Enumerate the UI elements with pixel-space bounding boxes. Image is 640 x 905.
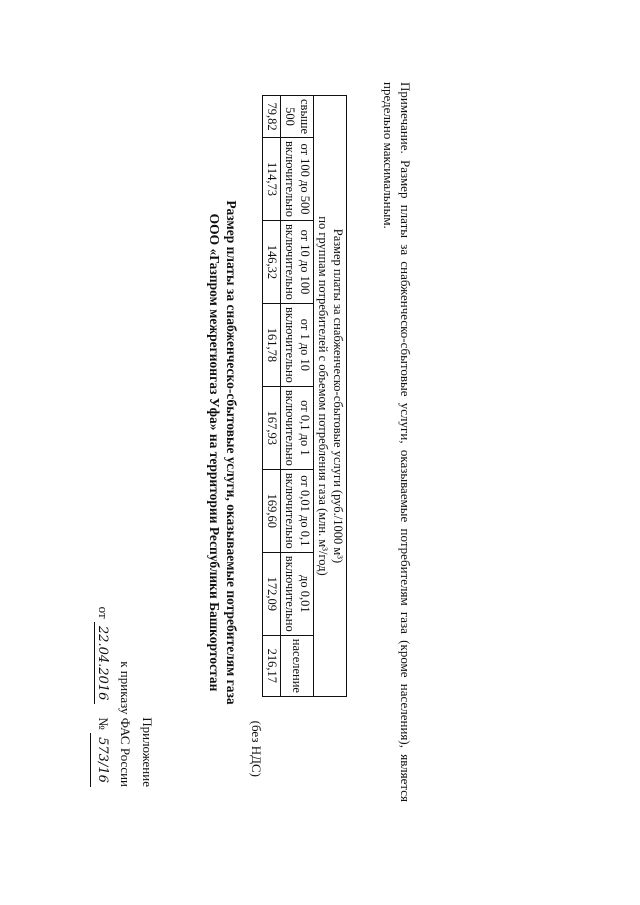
appendix-order-line: к приказу ФАС России [118,661,133,787]
column-header: от 10 до 100 включительно [281,220,314,303]
table-cell: 161,78 [263,303,281,386]
table-row [263,96,281,697]
column-header: от 0,01 до 0,1 включительно [281,469,314,552]
table-cell: 146,32 [263,220,281,303]
appendix-block [90,542,158,787]
table-cell: 167,93 [263,386,281,469]
number-prefix: № [96,717,111,730]
vat-note: (без НДС) [249,720,264,777]
appendix-title: Приложение [140,717,155,787]
table-column-headers [281,96,314,697]
table-main-header-line-2: по группам потребителей с объемом потребления газа (млн. м³/год) [316,216,330,576]
footnote: Примечание. Размер платы за снабженческо-сбытовые услуги, оказываемые потребителям газа (кроме населения), является предельно максимальным. [381,82,413,802]
appendix-date-number-line [90,542,114,787]
column-header: население [281,635,314,696]
table-cell: 79,82 [263,96,281,138]
column-header: свыше 500 [281,96,314,138]
table-main-header [314,96,347,697]
date-prefix: от [96,606,111,619]
table-cell: 114,73 [263,138,281,221]
table-header-row [314,96,347,697]
table-cell: 169,60 [263,469,281,552]
title-line-2: ООО «Газпром межрегионгаз Уфа» на территории Республики Башкортостан [207,213,222,692]
column-header: от 1 до 10 включительно [281,303,314,386]
handwritten-date: 22.04.2016 [94,622,110,704]
title-line-1: Размер платы за снабженческо-сбытовые услуги, оказываемые потребителям газа [224,200,239,705]
table-cell: 172,09 [263,552,281,635]
table-cell: 216,17 [263,635,281,696]
handwritten-order-number: 573/16 [90,733,113,787]
table-main-header-line-1: Размер платы за снабженческо-сбытовые услуги (руб./1000 м³) [331,228,345,564]
column-header: от 0,1 до 1 включительно [281,386,314,469]
rates-table [262,95,347,697]
column-header: от 100 до 500 включительно [281,138,314,221]
column-header: до 0,01 включительно [281,552,314,635]
document-title [206,0,240,905]
